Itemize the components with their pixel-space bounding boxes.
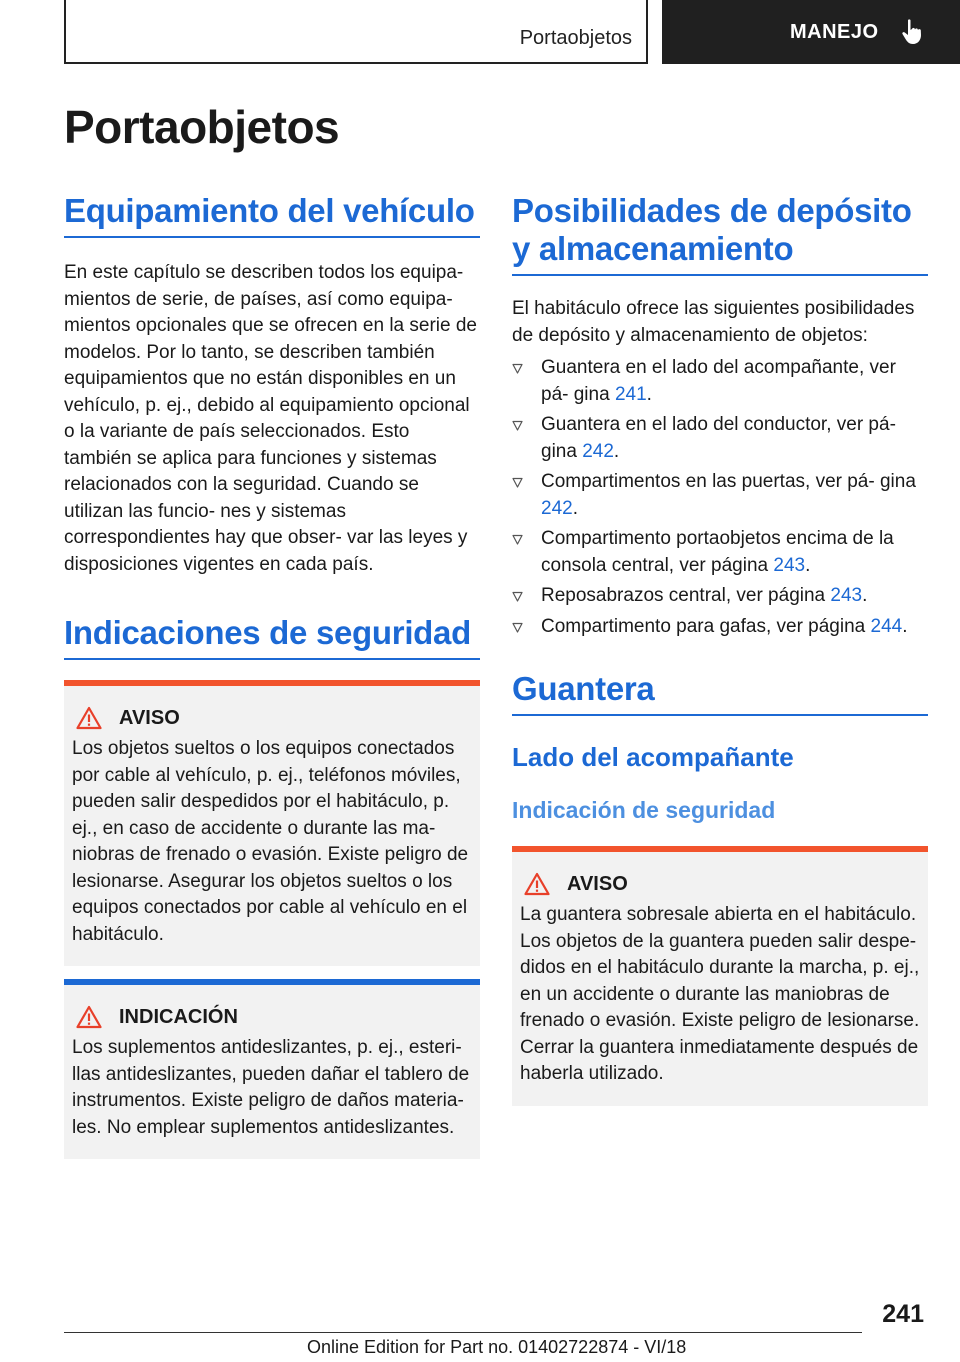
glovebox-warning-box bbox=[512, 846, 928, 1106]
notice-text: Los suplementos antideslizantes, p. ej., esteri- llas antideslizantes, pueden dañar el tablero de instrumentos. Existe peligro de daños materia- les. No emplear suplementos antideslizantes. bbox=[72, 1037, 470, 1138]
triangle-bullet-icon bbox=[512, 477, 523, 488]
storage-item-end: . bbox=[902, 615, 908, 637]
warning-title: AVISO bbox=[119, 706, 180, 729]
storage-list bbox=[512, 355, 928, 640]
triangle-bullet-icon bbox=[512, 622, 523, 633]
heading-vehicle-equipment: Equipamiento del vehículo bbox=[64, 192, 480, 238]
warning-triangle-icon bbox=[76, 706, 102, 730]
equipment-paragraph: En este capítulo se describen todos los equipa- mientos de serie, de países, así como equipa- mientos opcionales que se ofrecen en la serie de modelos. Por lo tanto, se describen también equipamientos que no están disponibles en un vehículo, p. ej., debido al equipamiento opcional o la variante de país seleccionados. Esto también se aplica para funciones y sistemas relacionados con la seguridad. Cuando se utilizan las funcio- nes y sistemas correspondientes hay que obser- var las leyes y disposiciones vigentes en cada país. bbox=[64, 262, 477, 575]
storage-item-end: . bbox=[613, 440, 620, 462]
heading-passenger-side: Lado del acompañante bbox=[512, 742, 794, 772]
storage-list-item bbox=[512, 526, 928, 579]
storage-item-text: Guantera en el lado del acompañante, ver pá- gina bbox=[541, 357, 896, 405]
page-reference-link[interactable]: 242 bbox=[582, 440, 614, 462]
chapter-tab[interactable] bbox=[662, 0, 960, 64]
triangle-bullet-icon bbox=[512, 591, 523, 602]
storage-list-item bbox=[512, 355, 928, 408]
storage-item-end: . bbox=[572, 497, 578, 519]
page-reference-link[interactable]: 244 bbox=[870, 615, 903, 637]
heading-storage-options: Posibilidades de depósito y almacenamiento bbox=[512, 192, 928, 276]
right-column bbox=[512, 192, 928, 1106]
storage-list-item bbox=[512, 583, 928, 610]
storage-item-text: Guantera en el lado del conductor, ver pá- gina bbox=[541, 414, 896, 462]
warning-text: Los objetos sueltos o los equipos conectados por cable al vehículo, p. ej., teléfonos móviles, pueden salir despedidos por el habitáculo, p. ej., en caso de accidente o durante las ma- niobras de frenado o evasión. Existe peligro de lesionarse. Asegurar los objetos sueltos o los equipos conectados por cable al vehículo en el habitáculo. bbox=[72, 738, 469, 945]
triangle-bullet-icon bbox=[512, 534, 523, 545]
heading-safety-notes: Indicaciones de seguridad bbox=[64, 614, 480, 660]
storage-list-item bbox=[512, 412, 928, 465]
storage-list-item bbox=[512, 469, 928, 522]
storage-item-end: . bbox=[862, 585, 868, 606]
storage-item-text: Compartimento para gafas, ver página bbox=[541, 615, 871, 637]
left-column bbox=[64, 192, 480, 1159]
header-section-box bbox=[64, 0, 648, 64]
warning-box bbox=[64, 680, 480, 966]
heading-glovebox: Guantera bbox=[512, 670, 928, 716]
warning-title: AVISO bbox=[567, 872, 628, 895]
page-reference-link[interactable]: 242 bbox=[541, 497, 573, 519]
notice-title: INDICACIÓN bbox=[119, 1005, 238, 1028]
storage-item-text: Compartimentos en las puertas, ver pá- gina bbox=[541, 471, 916, 492]
storage-list-item bbox=[512, 614, 928, 641]
warning-text: La guantera sobresale abierta en el habitáculo. Los objetos de la guantera pueden salir despe- didos en el habitáculo durante la marcha, p. ej., en un accidente o durante las maniobras de frenado o evasión. Existe peligro de lesionarse. Cerrar la guantera inmediatamente después de haberla utilizado. bbox=[520, 904, 920, 1084]
warning-triangle-icon bbox=[524, 872, 550, 896]
triangle-bullet-icon bbox=[512, 363, 523, 374]
storage-item-text: Reposabrazos central, ver página bbox=[541, 585, 831, 606]
storage-item-end: . bbox=[805, 554, 811, 576]
triangle-bullet-icon bbox=[512, 420, 523, 431]
header-section-title: Portaobjetos bbox=[519, 27, 632, 49]
footer-divider bbox=[64, 1332, 862, 1333]
page-reference-link[interactable]: 241 bbox=[614, 383, 647, 405]
heading-safety-note: Indicación de seguridad bbox=[512, 797, 776, 823]
storage-item-end: . bbox=[646, 383, 652, 405]
notice-box bbox=[64, 979, 480, 1159]
chapter-tab-label: MANEJO bbox=[790, 20, 879, 43]
warning-triangle-icon bbox=[76, 1005, 102, 1029]
page-reference-link[interactable]: 243 bbox=[773, 554, 806, 576]
footer-edition: Online Edition for Part no. 01402722874 - VI/18 bbox=[307, 1337, 687, 1357]
storage-item-text: Compartimento portaobjetos encima de la consola central, ver página bbox=[541, 528, 894, 576]
page-number: 241 bbox=[882, 1300, 924, 1328]
page-title: Portaobjetos bbox=[64, 101, 340, 153]
page-reference-link[interactable]: 243 bbox=[830, 585, 863, 606]
storage-intro: El habitáculo ofrece las siguientes posibilidades de depósito y almacenamiento de objetos: bbox=[512, 298, 915, 346]
pointing-hand-icon bbox=[901, 18, 927, 46]
